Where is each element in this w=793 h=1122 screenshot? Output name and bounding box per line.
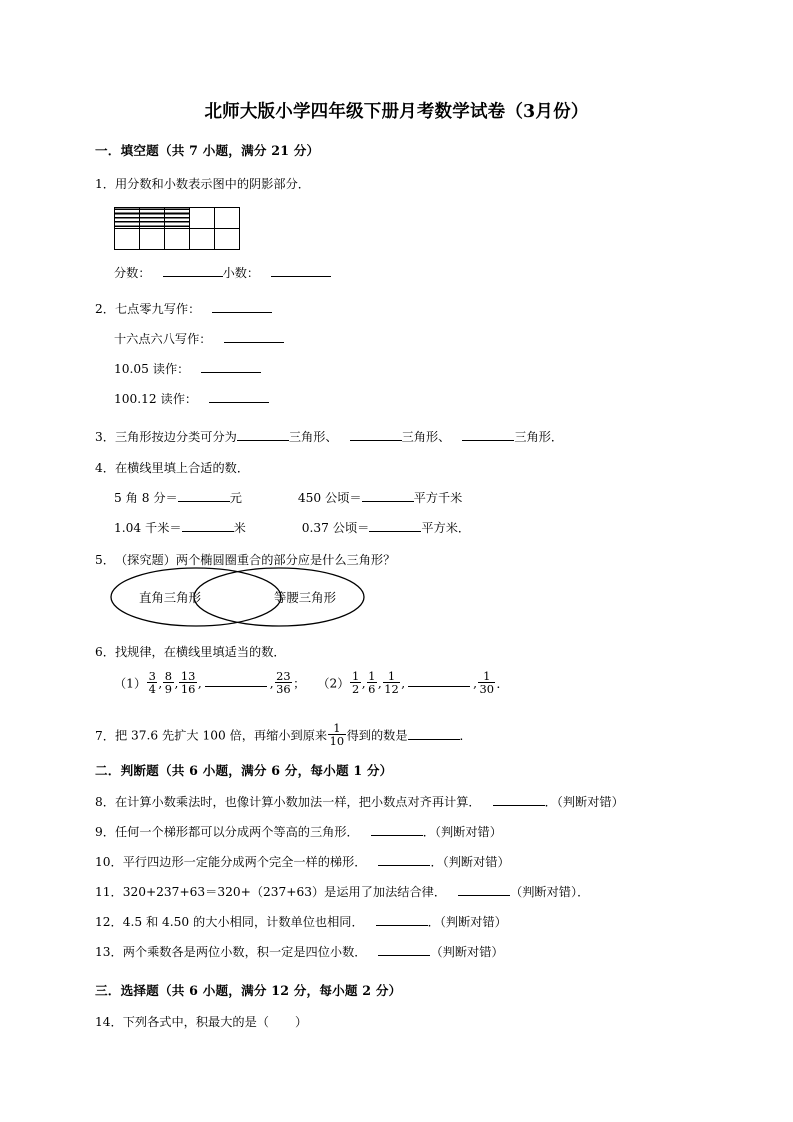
sequence-1-end: ； [293, 676, 306, 691]
question-9-text: 任何一个梯形都可以分成两个等高的三角形． [114, 825, 359, 839]
question-3-number: 3． [95, 430, 115, 444]
question-4-item-1-unit: 元 [229, 491, 242, 505]
question-13 [95, 943, 504, 961]
question-13-tag: （判断对错） [430, 945, 504, 959]
question-7-number: 7． [95, 728, 115, 743]
sequence-1-label: （1） [114, 676, 147, 691]
question-5-text: （探究题）两个椭圆圈重合的部分应是什么三角形？ [114, 553, 396, 567]
grid-row-bottom [115, 229, 240, 250]
fraction-one-tenth: $\frac{1}{10}$ [329, 721, 345, 749]
question-9-after: ． [422, 825, 435, 839]
decimal-answer-label: 小数： [222, 266, 260, 280]
question-14-text: 下列各式中，积最大的是（ [122, 1015, 269, 1029]
fraction-term: $\frac{1}{6}$ [368, 669, 376, 697]
fraction-term: $\frac{13}{16}$ [180, 669, 196, 697]
question-14-number: 14． [95, 1015, 123, 1029]
question-10-number: 10． [95, 855, 123, 869]
question-6-sequences: （1） $\frac{3}{4}$ , $\frac{8}{9}$ , $\frac{13}{16}$ , , $\frac{23}{36}$ ； （2） $\frac{1}{2}$ , $\frac{1}{6}$ , $\frac{1}{12}$ , , $\frac{1}{30}$ ． [114, 669, 509, 697]
question-12-number: 12． [95, 915, 123, 929]
sequence-2-blank[interactable] [408, 683, 470, 686]
venn-svg [108, 566, 368, 628]
question-9-tag: （判断对错） [434, 825, 502, 839]
question-4-item-2-label: 450 公顷＝ [297, 491, 362, 505]
question-2-line-4 [114, 390, 269, 408]
grid-table [114, 207, 240, 250]
grid-cell-empty [190, 229, 215, 250]
question-11 [95, 883, 589, 901]
question-14 [95, 1013, 307, 1031]
question-6-number: 6． [95, 645, 115, 659]
decimal-answer-blank[interactable] [271, 264, 331, 277]
question-10-text: 平行四边形一定能分成两个完全一样的梯形． [122, 855, 367, 869]
question-3-blank-1[interactable] [237, 428, 289, 441]
question-10-tag: （判断对错） [442, 855, 510, 869]
grid-cell-shaded [140, 208, 165, 229]
question-4-item-3-label: 1.04 千米＝ [114, 521, 182, 535]
question-4-item-1-label: 5 角 8 分＝ [114, 491, 178, 505]
fraction-term: $\frac{23}{36}$ [276, 669, 291, 697]
section-heading-true-false: 二．判断题（共 6 小题，满分 6 分，每小题 1 分） [95, 763, 393, 778]
question-4-item-1-blank[interactable] [178, 489, 230, 502]
question-12-tag: （判断对错） [439, 915, 507, 929]
question-2-line-3 [114, 360, 261, 378]
shaded-grid-figure [114, 207, 240, 250]
question-3-suffix: 三角形． [514, 430, 564, 444]
question-4-row-2 [114, 519, 470, 537]
question-8 [95, 793, 624, 811]
question-7-blank[interactable] [408, 727, 460, 740]
question-9 [95, 823, 502, 841]
question-8-blank[interactable] [493, 793, 545, 806]
question-13-text: 两个乘数各是两位小数，积一定是四位小数． [122, 945, 367, 959]
question-11-tag: （判断对错）． [510, 885, 590, 899]
question-13-number: 13． [95, 945, 123, 959]
question-6-text: 找规律，在横线里填适当的数． [114, 645, 286, 659]
question-2-text-1: 七点零九写作： [114, 302, 201, 316]
grid-cell-shaded [165, 208, 190, 229]
question-10-after: ． [430, 855, 443, 869]
question-5-number: 5． [95, 553, 115, 567]
section-heading-fill-in-blank: 一．填空题（共 7 小题，满分 21 分） [95, 143, 320, 158]
grid-cell-empty [215, 229, 240, 250]
venn-diagram [108, 566, 368, 632]
fraction-term: $\frac{1}{12}$ [384, 669, 399, 697]
question-7 [95, 722, 472, 748]
section-heading-multiple-choice: 三．选择题（共 6 小题，满分 12 分，每小题 2 分） [95, 983, 402, 998]
grid-cell-empty [115, 229, 140, 250]
question-14-close-paren: ） [294, 1015, 308, 1029]
question-12-text: 4.5 和 4.50 的大小相同，计数单位也相同． [122, 915, 364, 929]
question-3-prefix: 三角形按边分类可分为 [114, 430, 237, 444]
question-8-text: 在计算小数乘法时，也像计算小数加法一样，把小数点对齐再计算． [114, 795, 481, 809]
grid-cell-shaded [115, 208, 140, 229]
venn-label-right: 等腰三角形 [274, 590, 336, 605]
question-3-mid-2: 三角形、 [401, 430, 451, 444]
question-3 [95, 428, 563, 446]
question-2-blank-2[interactable] [224, 330, 284, 343]
question-13-blank[interactable] [378, 943, 430, 956]
question-10 [95, 853, 510, 871]
question-3-blank-2[interactable] [350, 428, 402, 441]
question-12-after: ． [427, 915, 440, 929]
question-2-blank-3[interactable] [201, 360, 261, 373]
question-4-item-3-unit: 米 [233, 521, 246, 535]
question-8-after: ． [544, 795, 557, 809]
question-6 [95, 643, 286, 661]
question-11-blank[interactable] [458, 883, 510, 896]
question-11-text: 320+237+63＝320+（237+63）是运用了加法结合律． [122, 885, 447, 899]
question-4-number: 4． [95, 461, 115, 475]
question-4-item-4-unit: 平方米． [421, 521, 471, 535]
question-4-item-2-unit: 平方千米 [413, 491, 463, 505]
question-11-number: 11． [95, 885, 123, 899]
question-4-row-1 [114, 489, 462, 507]
question-4-item-3-blank[interactable] [182, 519, 234, 532]
question-12-blank[interactable] [376, 913, 428, 926]
fraction-term: $\frac{8}{9}$ [164, 669, 173, 697]
question-8-tag: （判断对错） [556, 795, 624, 809]
question-2-text-3: 10.05 读作： [114, 362, 190, 376]
fraction-term: $\frac{3}{4}$ [148, 669, 156, 697]
question-2-text-4: 100.12 读作： [114, 392, 198, 406]
question-1 [95, 175, 310, 193]
grid-row-top [115, 208, 240, 229]
question-2-blank-4[interactable] [209, 390, 269, 403]
question-9-number: 9． [95, 825, 115, 839]
question-2-text-2: 十六点六八写作： [114, 332, 212, 346]
question-3-blank-3[interactable] [462, 428, 514, 441]
question-2-line-1 [95, 300, 272, 318]
fraction-answer-blank[interactable] [163, 264, 223, 277]
question-7-part-2: 得到的数是 [346, 728, 408, 743]
sequence-2-end: ． [496, 676, 509, 691]
question-4-item-4-label: 0.37 公顷＝ [301, 521, 370, 535]
grid-cell-empty [140, 229, 165, 250]
question-3-mid-1: 三角形、 [288, 430, 338, 444]
question-1-answer-line [114, 264, 331, 282]
question-2-number: 2． [95, 302, 115, 316]
sequence-1-blank[interactable] [205, 683, 267, 686]
sequence-2-label: （2） [317, 676, 350, 691]
question-9-blank[interactable] [371, 823, 423, 836]
question-2-line-2 [114, 330, 284, 348]
question-8-number: 8． [95, 795, 115, 809]
fraction-term: $\frac{1}{30}$ [479, 669, 494, 697]
question-4-text: 在横线里填上合适的数． [114, 461, 250, 475]
question-1-number: 1． [95, 177, 115, 191]
page-title: 北师大版小学四年级下册月考数学试卷（3月份） [204, 102, 589, 122]
question-7-part-1: 把 37.6 先扩大 100 倍，再缩小到原来 [114, 728, 328, 743]
venn-label-left: 直角三角形 [139, 590, 201, 605]
question-12 [95, 913, 507, 931]
fraction-answer-label: 分数： [114, 266, 151, 280]
question-2-blank-1[interactable] [212, 300, 272, 313]
question-4-item-4-blank[interactable] [369, 519, 421, 532]
grid-cell-empty [190, 208, 215, 229]
grid-cell-empty [165, 229, 190, 250]
question-7-part-3: ． [459, 728, 472, 743]
question-10-blank[interactable] [378, 853, 430, 866]
question-1-text: 用分数和小数表示图中的阴影部分． [114, 177, 310, 191]
question-4 [95, 459, 249, 477]
question-4-item-2-blank[interactable] [362, 489, 414, 502]
fraction-term: $\frac{1}{2}$ [351, 669, 360, 697]
grid-cell-empty [215, 208, 240, 229]
